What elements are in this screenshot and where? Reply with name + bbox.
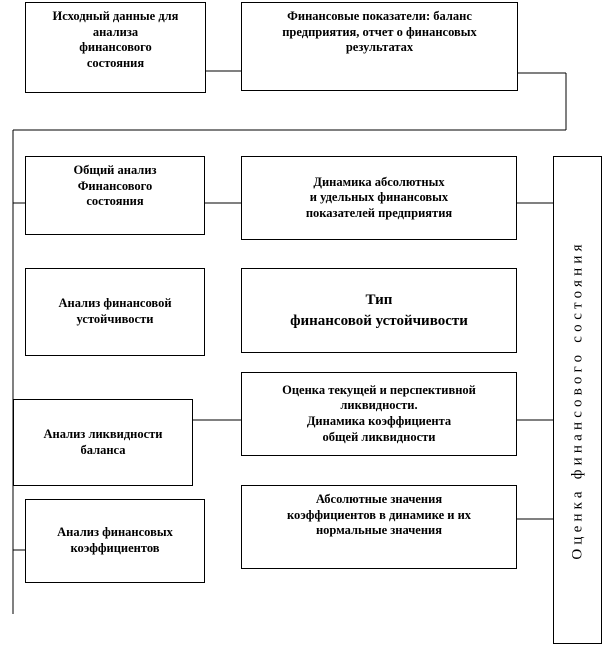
stability-type-label: Тип финансовой устойчивости [290, 292, 468, 329]
liquidity-assessment-box [241, 372, 517, 456]
dynamics-label: Динамика абсолютных и удельных финансовых показателей предприятия [305, 174, 453, 220]
liquidity-assessment-label: Оценка текущей и перспективной ликвидности. Динамика коэффициента общей ликвидности [282, 382, 476, 444]
ratios-values-box [241, 485, 517, 569]
general-analysis-box [25, 156, 205, 235]
liquidity-analysis-label: Анализ ликвидности баланса [43, 426, 163, 457]
assessment-vertical-box [553, 156, 602, 644]
assessment-vertical-label: Оценка финансового состояния [569, 240, 585, 560]
financial-indicators-box [241, 2, 518, 91]
financial-indicators-label: Финансовые показатели: баланс предприятия, отчет о финансовых результатах [282, 9, 477, 55]
source-data-box [25, 2, 206, 93]
ratios-analysis-box [25, 499, 205, 583]
liquidity-analysis-box [13, 399, 193, 486]
general-analysis-label: Общий анализ Финансового состояния [73, 163, 157, 209]
stability-type-box [241, 268, 517, 353]
ratios-values-label: Абсолютные значения коэффициентов в динамике и их нормальные значения [286, 492, 472, 538]
stability-analysis-box [25, 268, 205, 356]
dynamics-box [241, 156, 517, 240]
stability-analysis-label: Анализ финансовой устойчивости [58, 296, 172, 326]
source-data-label: Исходный данные для анализа финансового состояния [52, 9, 179, 70]
ratios-analysis-label: Анализ финансовых коэффициентов [57, 525, 173, 555]
